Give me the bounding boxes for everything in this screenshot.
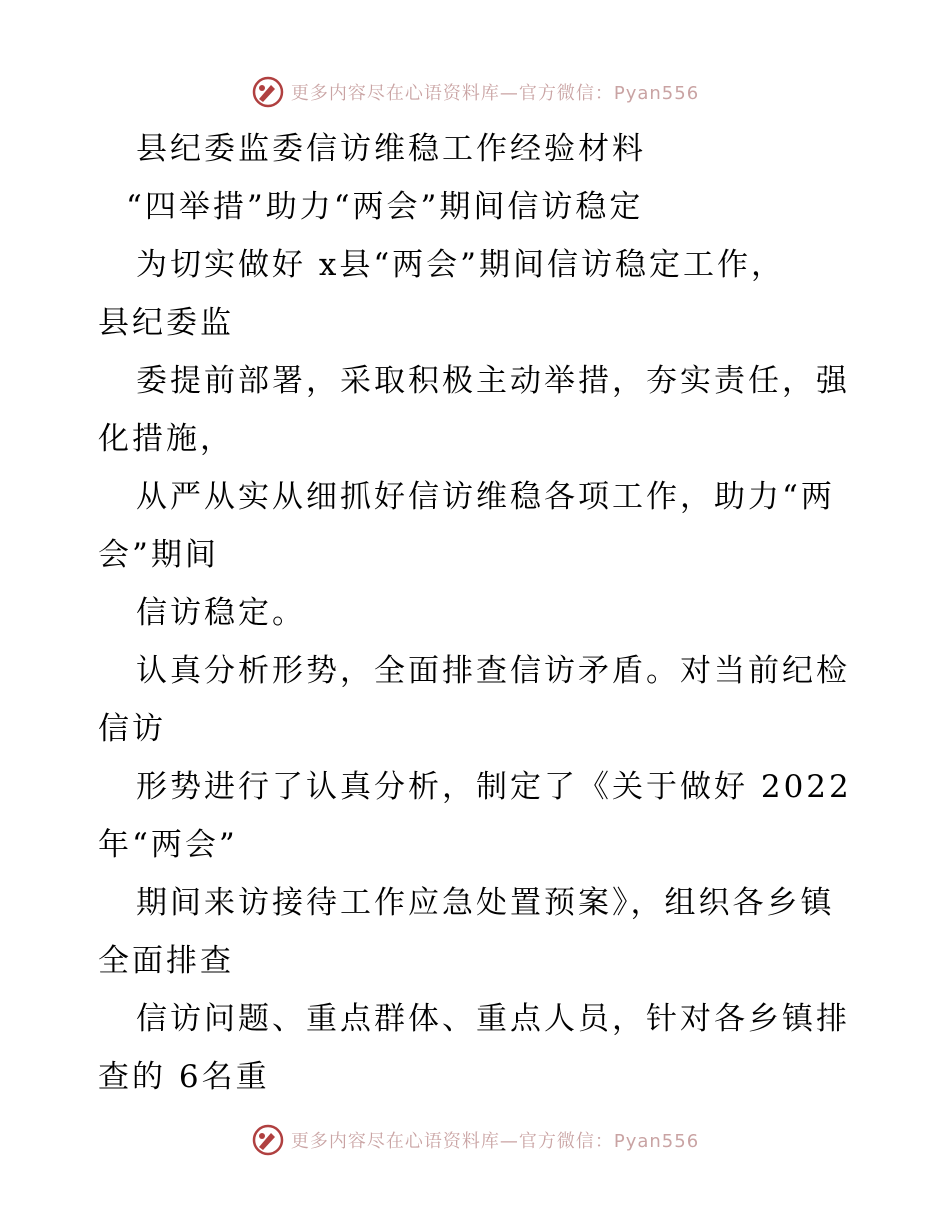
document-subtitle: “四举措”助力“两会”期间信访稳定 bbox=[126, 189, 644, 225]
watermark-logo-icon bbox=[251, 75, 285, 109]
paragraph-line: 化措施， bbox=[98, 421, 234, 457]
paragraph-line: 期间来访接待工作应急处置预案》，组织各乡镇 bbox=[136, 885, 835, 921]
paragraph-line: 查的 6名重 bbox=[98, 1059, 270, 1095]
watermark-text: 更多内容尽在心语资料库—官方微信：Pyan556 bbox=[290, 83, 700, 104]
watermark-text: 更多内容尽在心语资料库—官方微信：Pyan556 bbox=[290, 1131, 700, 1152]
paragraph-line: 信访稳定。 bbox=[136, 595, 306, 631]
paragraph-line: 信访 bbox=[98, 711, 166, 747]
paragraph-line: 认真分析形势，全面排查信访矛盾。对当前纪检 bbox=[136, 653, 850, 689]
document-title: 县纪委监委信访维稳工作经验材料 bbox=[136, 131, 646, 167]
paragraph-line: 委提前部署，采取积极主动举措，夯实责任，强 bbox=[136, 363, 850, 399]
document-body bbox=[98, 120, 858, 1106]
paragraph-line: 全面排查 bbox=[98, 943, 234, 979]
footer-watermark bbox=[0, 1120, 950, 1160]
paragraph-line: 信访问题、重点群体、重点人员，针对各乡镇排 bbox=[136, 1001, 850, 1037]
header-watermark bbox=[0, 72, 950, 112]
paragraph-line: 县纪委监 bbox=[98, 305, 234, 341]
paragraph-line: 为切实做好 x县“两会”期间信访稳定工作， bbox=[136, 247, 786, 283]
paragraph-line: 年“两会” bbox=[98, 827, 238, 863]
paragraph-line: 形势进行了认真分析，制定了《关于做好 2022 bbox=[136, 769, 852, 805]
watermark-logo-icon bbox=[251, 1123, 285, 1157]
paragraph-line: 会”期间 bbox=[98, 537, 219, 573]
paragraph-line: 从严从实从细抓好信访维稳各项工作，助力“两 bbox=[136, 479, 835, 515]
